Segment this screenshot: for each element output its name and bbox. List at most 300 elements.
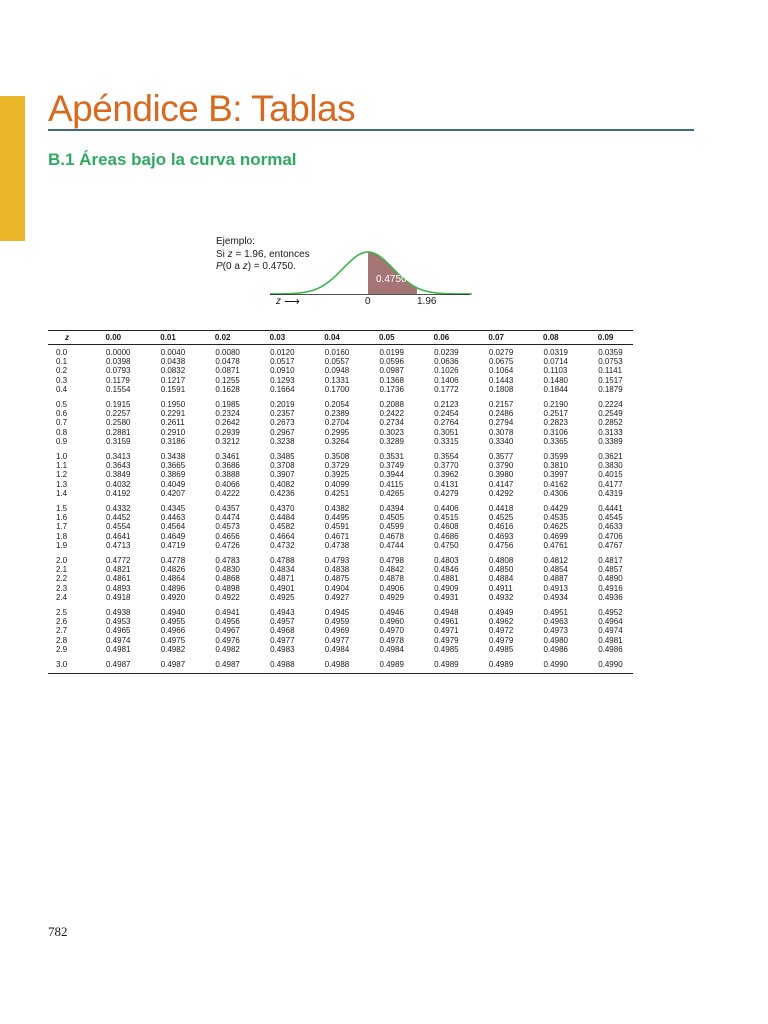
value-cell: 0.2454	[434, 409, 459, 419]
value-cell: 0.4985	[434, 644, 459, 654]
value-cell: 0.4946	[379, 608, 404, 618]
value-cell: 0.4761	[543, 540, 568, 550]
table-row	[48, 584, 633, 593]
value-cell: 0.4979	[434, 635, 459, 645]
value-cell: 0.4842	[379, 565, 404, 575]
z-cell: 1.3	[56, 479, 68, 489]
example-line-3-pre: P	[216, 261, 223, 272]
value-cell: 0.4957	[270, 617, 295, 627]
value-cell: 0.2224	[598, 400, 623, 410]
value-cell: 0.2357	[270, 409, 295, 419]
value-cell: 0.0714	[543, 357, 568, 367]
value-cell: 0.4989	[469, 654, 524, 674]
value-cell: 0.4979	[488, 635, 514, 645]
value-cell: 0.4382	[324, 504, 350, 514]
value-cell: 0.1736	[379, 384, 404, 394]
value-cell: 0.3212	[215, 436, 240, 446]
value-cell: 0.1879	[598, 384, 623, 394]
value-cell: 0.4941	[215, 608, 240, 618]
z-cell: 2.6	[56, 617, 68, 627]
example-line-3-post: ) = 0.4750.	[247, 261, 296, 272]
value-cell: 0.4960	[379, 617, 404, 627]
value-cell: 0.4929	[379, 592, 404, 602]
value-cell: 0.4925	[270, 592, 295, 602]
value-cell: 0.4906	[379, 583, 404, 593]
value-cell: 0.3643	[106, 461, 131, 471]
value-cell: 0.3997	[543, 470, 568, 480]
example-line-2-var: z	[227, 248, 233, 260]
value-cell: 0.4693	[488, 531, 514, 541]
value-cell: 0.1331	[324, 375, 350, 385]
value-cell: 0.3106	[543, 427, 568, 437]
value-cell: 0.4599	[379, 522, 404, 532]
header-col: 0.01	[141, 331, 196, 345]
value-cell: 0.0793	[106, 366, 131, 376]
value-cell: 0.4988	[250, 654, 305, 674]
value-cell: 0.4959	[324, 617, 350, 627]
value-cell: 0.4049	[160, 479, 186, 489]
value-cell: 0.4934	[543, 592, 568, 602]
value-cell: 0.1950	[160, 400, 186, 410]
value-cell: 0.4977	[270, 635, 295, 645]
table-row	[48, 626, 633, 635]
value-cell: 0.4956	[215, 617, 240, 627]
value-cell: 0.4817	[598, 556, 623, 566]
z-cell: 0.4	[56, 384, 68, 394]
value-cell: 0.4990	[578, 654, 633, 674]
value-cell: 0.4726	[215, 540, 240, 550]
z-cell: 2.4	[56, 592, 68, 602]
value-cell: 0.4678	[379, 531, 404, 541]
value-cell: 0.4826	[160, 565, 186, 575]
value-cell: 0.2190	[543, 400, 568, 410]
value-cell: 0.4429	[543, 504, 568, 514]
value-cell: 0.4971	[434, 626, 459, 636]
value-cell: 0.3186	[160, 436, 186, 446]
value-cell: 0.1628	[215, 384, 240, 394]
value-cell: 0.2881	[106, 427, 131, 437]
header-col: 0.05	[359, 331, 414, 345]
value-cell: 0.4968	[270, 626, 295, 636]
value-cell: 0.2123	[434, 400, 459, 410]
value-cell: 0.3315	[434, 436, 459, 446]
z-cell: 1.9	[56, 540, 68, 550]
value-cell: 0.4222	[215, 488, 240, 498]
value-cell: 0.4850	[488, 565, 514, 575]
value-cell: 0.4713	[106, 540, 131, 550]
value-cell: 0.4988	[305, 654, 360, 674]
value-cell: 0.4756	[488, 540, 514, 550]
value-cell: 0.4808	[488, 556, 514, 566]
header-col: 0.02	[195, 331, 250, 345]
value-cell: 0.3023	[379, 427, 404, 437]
value-cell: 0.1808	[488, 384, 514, 394]
value-cell: 0.4945	[324, 608, 350, 618]
value-cell: 0.4943	[270, 608, 295, 618]
value-cell: 0.4881	[434, 574, 459, 584]
value-cell: 0.4962	[488, 617, 514, 627]
value-cell: 0.4812	[543, 556, 568, 566]
value-cell: 0.3078	[488, 427, 514, 437]
value-cell: 0.4871	[270, 574, 295, 584]
value-cell: 0.4986	[598, 644, 623, 654]
value-cell: 0.4896	[160, 583, 186, 593]
table-row	[48, 645, 633, 654]
table-row	[48, 498, 633, 513]
value-cell: 0.4854	[543, 565, 568, 575]
value-cell: 0.4931	[434, 592, 459, 602]
value-cell: 0.1368	[379, 375, 404, 385]
value-cell: 0.4207	[160, 488, 186, 498]
header-col: 0.00	[86, 331, 141, 345]
value-cell: 0.0987	[379, 366, 404, 376]
value-cell: 0.4772	[106, 556, 131, 566]
value-cell: 0.2734	[379, 418, 404, 428]
table-row	[48, 461, 633, 470]
table-header-row	[48, 331, 633, 345]
value-cell: 0.3790	[488, 461, 514, 471]
example-line-2-pre: Si	[216, 248, 228, 260]
value-cell: 0.4989	[414, 654, 469, 674]
value-cell: 0.4938	[106, 608, 131, 618]
z-cell: 0.9	[56, 436, 68, 446]
axis-z-label: z	[276, 296, 281, 307]
table-row	[48, 593, 633, 602]
table-row	[48, 366, 633, 375]
example-line-2	[216, 249, 310, 262]
value-cell: 0.4983	[270, 644, 295, 654]
header-col: 0.06	[414, 331, 469, 345]
value-cell: 0.1406	[434, 375, 459, 385]
value-cell: 0.2389	[324, 409, 350, 419]
table-row	[48, 532, 633, 541]
table-row	[48, 345, 633, 358]
page-number: 782	[48, 924, 68, 939]
z-cell: 0.5	[56, 400, 68, 410]
value-cell: 0.4904	[324, 583, 350, 593]
value-cell: 0.4916	[598, 583, 623, 593]
header-col: 0.04	[305, 331, 360, 345]
value-cell: 0.2088	[379, 400, 404, 410]
value-cell: 0.1985	[215, 400, 240, 410]
value-cell: 0.4987	[195, 654, 250, 674]
value-cell: 0.0160	[324, 348, 350, 357]
table-row	[48, 480, 633, 489]
value-cell: 0.1217	[160, 375, 186, 385]
value-cell: 0.2257	[106, 409, 131, 419]
value-cell: 0.1103	[543, 366, 568, 376]
value-cell: 0.0910	[270, 366, 295, 376]
value-cell: 0.4452	[106, 513, 131, 523]
value-cell: 0.4965	[106, 626, 131, 636]
value-cell: 0.4966	[160, 626, 186, 636]
table-row	[48, 636, 633, 645]
value-cell: 0.4633	[598, 522, 623, 532]
example-line-2-post: = 1.96, entonces	[232, 248, 310, 260]
z-cell: 2.5	[56, 608, 68, 618]
value-cell: 0.4803	[434, 556, 459, 566]
zero-label: 0	[365, 296, 371, 307]
z-cell: 0.0	[56, 348, 68, 357]
value-cell: 0.2324	[215, 409, 240, 419]
table-row	[48, 446, 633, 461]
value-cell: 0.3888	[215, 470, 240, 480]
axis-arrow-icon: ⟶	[284, 296, 300, 308]
value-cell: 0.4864	[160, 574, 186, 584]
value-cell: 0.4948	[434, 608, 459, 618]
area-label: 0.4750	[376, 274, 407, 285]
table-row	[48, 654, 633, 674]
z-cell: 0.3	[56, 375, 68, 385]
value-cell: 0.4474	[215, 513, 240, 523]
value-cell: 0.4868	[215, 574, 240, 584]
value-cell: 0.2852	[598, 418, 623, 428]
value-cell: 0.4970	[379, 626, 404, 636]
z-cell: 0.8	[56, 427, 68, 437]
value-cell: 0.3830	[598, 461, 623, 471]
value-cell: 0.4671	[324, 531, 350, 541]
value-cell: 0.4699	[543, 531, 568, 541]
normal-area-table	[48, 330, 633, 674]
value-cell: 0.4981	[106, 644, 131, 654]
value-cell: 0.4554	[106, 522, 131, 532]
value-cell: 0.4990	[524, 654, 579, 674]
value-cell: 0.4686	[434, 531, 459, 541]
value-cell: 0.4984	[324, 644, 350, 654]
table-row	[48, 357, 633, 366]
value-cell: 0.4573	[215, 522, 240, 532]
value-cell: 0.4887	[543, 574, 568, 584]
value-cell: 0.4973	[543, 626, 568, 636]
table-row	[48, 522, 633, 531]
value-cell: 0.2794	[488, 418, 514, 428]
value-cell: 0.3686	[215, 461, 240, 471]
value-cell: 0.2517	[543, 409, 568, 419]
value-cell: 0.2422	[379, 409, 404, 419]
value-cell: 0.4987	[141, 654, 196, 674]
table-row	[48, 376, 633, 385]
value-cell: 0.1255	[215, 375, 240, 385]
value-cell: 0.3485	[270, 452, 295, 462]
value-cell: 0.4319	[598, 488, 623, 498]
value-cell: 0.4265	[379, 488, 404, 498]
value-cell: 0.4861	[106, 574, 131, 584]
z-cell: 2.9	[56, 644, 68, 654]
value-cell: 0.3051	[434, 427, 459, 437]
z-cell: 0.7	[56, 418, 68, 428]
z-cell: 3.0	[48, 654, 86, 674]
value-cell: 0.2611	[160, 418, 185, 428]
value-cell: 0.2054	[324, 400, 350, 410]
value-cell: 0.2291	[160, 409, 186, 419]
value-cell: 0.4898	[215, 583, 240, 593]
value-cell: 0.4484	[270, 513, 295, 523]
value-cell: 0.3461	[215, 452, 240, 462]
value-cell: 0.4927	[324, 592, 350, 602]
z-cell: 1.7	[56, 522, 68, 532]
value-cell: 0.0517	[270, 357, 295, 367]
value-cell: 0.4982	[215, 644, 240, 654]
table-row	[48, 409, 633, 418]
value-cell: 0.0319	[543, 348, 568, 357]
table-row	[48, 541, 633, 550]
value-cell: 0.4066	[215, 479, 240, 489]
value-cell: 0.3665	[160, 461, 186, 471]
value-cell: 0.4564	[160, 522, 186, 532]
value-cell: 0.3980	[488, 470, 514, 480]
value-cell: 0.4846	[434, 565, 459, 575]
value-cell: 0.1064	[488, 366, 514, 376]
value-cell: 0.4893	[106, 583, 131, 593]
value-cell: 0.0557	[324, 357, 350, 367]
value-cell: 0.4982	[160, 644, 186, 654]
value-cell: 0.4932	[488, 592, 514, 602]
table-row	[48, 418, 633, 427]
value-cell: 0.4767	[598, 540, 623, 550]
value-cell: 0.4936	[598, 592, 623, 602]
z-cell: 2.2	[56, 574, 68, 584]
table-row	[48, 428, 633, 437]
header-z: z	[48, 331, 86, 345]
value-cell: 0.0636	[434, 357, 459, 367]
value-cell: 0.4913	[543, 583, 568, 593]
value-cell: 0.4441	[598, 504, 623, 514]
value-cell: 0.3389	[598, 436, 623, 446]
value-cell: 0.0832	[160, 366, 186, 376]
header-col: 0.07	[469, 331, 524, 345]
value-cell: 0.4664	[270, 531, 295, 541]
z-cell: 2.3	[56, 583, 68, 593]
table-row	[48, 437, 633, 446]
z-value-label: 1.96	[417, 296, 437, 307]
value-cell: 0.4778	[160, 556, 186, 566]
value-cell: 0.0080	[215, 348, 240, 357]
value-cell: 0.4974	[106, 635, 131, 645]
z-cell: 2.0	[56, 556, 68, 566]
table-row	[48, 550, 633, 565]
value-cell: 0.4147	[488, 479, 514, 489]
value-cell: 0.4875	[324, 574, 350, 584]
value-cell: 0.4582	[270, 522, 295, 532]
value-cell: 0.4918	[106, 592, 131, 602]
value-cell: 0.4192	[106, 488, 131, 498]
value-cell: 0.3599	[543, 452, 568, 462]
value-cell: 0.1591	[160, 384, 186, 394]
value-cell: 0.4955	[160, 617, 186, 627]
value-cell: 0.4345	[160, 504, 186, 514]
value-cell: 0.1026	[434, 366, 459, 376]
value-cell: 0.4834	[270, 565, 295, 575]
value-cell: 0.4641	[106, 531, 131, 541]
value-cell: 0.2764	[434, 418, 459, 428]
value-cell: 0.4608	[434, 522, 459, 532]
table-row	[48, 385, 633, 394]
value-cell: 0.2673	[270, 418, 295, 428]
value-cell: 0.4649	[160, 531, 186, 541]
value-cell: 0.4788	[270, 556, 295, 566]
value-cell: 0.3554	[434, 452, 459, 462]
value-cell: 0.4976	[215, 635, 240, 645]
value-cell: 0.4463	[160, 513, 186, 523]
value-cell: 0.4857	[598, 565, 623, 575]
value-cell: 0.2157	[488, 400, 514, 410]
value-cell: 0.3531	[379, 452, 404, 462]
value-cell: 0.4963	[543, 617, 568, 627]
value-cell: 0.4986	[543, 644, 568, 654]
z-cell: 0.2	[56, 366, 68, 376]
value-cell: 0.4292	[488, 488, 514, 498]
value-cell: 0.4909	[434, 583, 459, 593]
z-cell: 1.4	[56, 488, 68, 498]
value-cell: 0.1700	[324, 384, 350, 394]
table-row	[48, 394, 633, 409]
value-cell: 0.4884	[488, 574, 514, 584]
example-line-3-var: z	[242, 261, 248, 272]
value-cell: 0.0596	[379, 357, 404, 367]
z-cell: 1.2	[56, 470, 68, 480]
value-cell: 0.4357	[215, 504, 240, 514]
value-cell: 0.2580	[106, 418, 131, 428]
value-cell: 0.4406	[434, 504, 459, 514]
value-cell: 0.0398	[106, 357, 131, 367]
value-cell: 0.3925	[324, 470, 350, 480]
value-cell: 0.4719	[160, 540, 186, 550]
value-cell: 0.4821	[106, 565, 131, 575]
value-cell: 0.4616	[488, 522, 514, 532]
value-cell: 0.4505	[379, 513, 404, 523]
value-cell: 0.0948	[324, 366, 350, 376]
table-row	[48, 565, 633, 574]
value-cell: 0.3238	[270, 436, 295, 446]
value-cell: 0.0478	[215, 357, 240, 367]
value-cell: 0.4115	[379, 479, 404, 489]
value-cell: 0.4656	[215, 531, 240, 541]
value-cell: 0.0279	[488, 348, 514, 357]
table-row	[48, 574, 633, 583]
header-col: 0.09	[578, 331, 633, 345]
value-cell: 0.4783	[215, 556, 240, 566]
table-row	[48, 617, 633, 626]
value-cell: 0.4738	[324, 540, 350, 550]
value-cell: 0.4920	[160, 592, 186, 602]
value-cell: 0.3729	[324, 461, 350, 471]
example-text	[216, 236, 310, 274]
table-row	[48, 513, 633, 522]
value-cell: 0.2704	[324, 418, 350, 428]
z-cell: 1.6	[56, 513, 68, 523]
value-cell: 0.4370	[270, 504, 295, 514]
value-cell: 0.2995	[324, 427, 350, 437]
value-cell: 0.4750	[434, 540, 459, 550]
value-cell: 0.4625	[543, 522, 568, 532]
value-cell: 0.4951	[543, 608, 568, 618]
value-cell: 0.1179	[106, 375, 130, 385]
value-cell: 0.4911	[488, 583, 513, 593]
header-col: 0.08	[524, 331, 579, 345]
value-cell: 0.3907	[270, 470, 295, 480]
example-line-3	[216, 261, 310, 274]
value-cell: 0.2549	[598, 409, 623, 419]
value-cell: 0.4082	[270, 479, 295, 489]
value-cell: 0.1844	[543, 384, 568, 394]
value-cell: 0.4953	[106, 617, 131, 627]
value-cell: 0.4978	[379, 635, 404, 645]
value-cell: 0.2910	[160, 427, 186, 437]
value-cell: 0.4251	[324, 488, 350, 498]
z-cell: 2.7	[56, 626, 68, 636]
table-body	[48, 345, 633, 674]
value-cell: 0.3749	[379, 461, 404, 471]
